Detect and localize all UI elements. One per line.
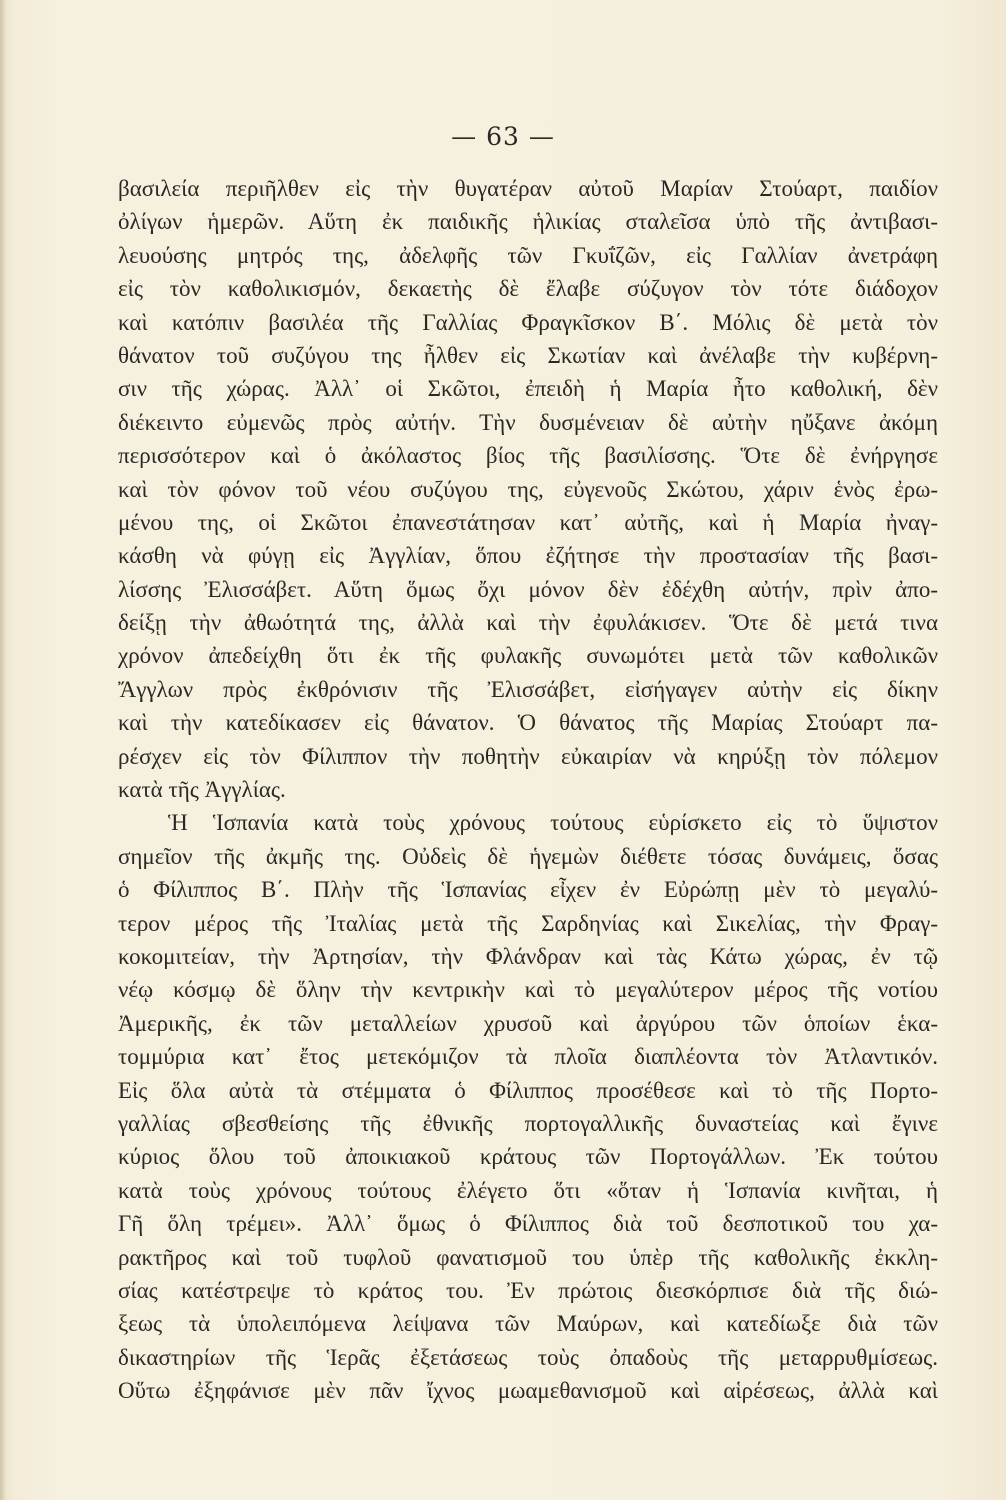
text-line: κοκομιτείαν, τὴν Ἀρτησίαν, τὴν Φλάνδραν καὶ τὰς Κάτω χώρας, ἐν τῷ [118, 943, 938, 969]
text-line: χρόνον ἀπεδείχθη ὅτι ἐκ τῆς φυλακῆς συνωμότει μετὰ τῶν καθολικῶν [118, 643, 938, 669]
text-line: καὶ τὸν φόνον τοῦ νέου συζύγου της, εὐγενοῦς Σκώτου, χάριν ἑνὸς ἐρω- [118, 476, 938, 502]
text-line: διέκειντο εὐμενῶς πρὸς αὐτήν. Τὴν δυσμένειαν δὲ αὐτὴν ηὔξανε ἀκόμη [118, 409, 938, 435]
text-line: βασιλεία περιῆλθεν εἰς τὴν θυγατέραν αὐτοῦ Μαρίαν Στούαρτ, παιδίον [118, 176, 938, 201]
text-line: Ἄγγλων πρὸς ἐκθρόνισιν τῆς Ἐλισσάβετ, εἰσήγαγεν αὐτὴν εἰς δίκην [118, 676, 938, 702]
page-number: — 63 — [451, 122, 555, 151]
text-line: κατὰ τῆς Ἀγγλίας. [118, 777, 286, 803]
text-line: ὁ Φίλιππος Β΄. Πλὴν τῆς Ἱσπανίας εἶχεν ἐν Εὐρώπῃ μὲν τὸ μεγαλύ- [118, 877, 938, 903]
text-line: κάσθη νὰ φύγῃ εἰς Ἀγγλίαν, ὅπου ἐζήτησε τὴν προστασίαν τῆς βασι- [118, 543, 938, 569]
text-line: σημεῖον τῆς ἀκμῆς της. Οὐδεὶς δὲ ἡγεμὼν διέθετε τόσας δυνάμεις, ὅσας [118, 843, 938, 869]
text-line: δικαστηρίων τῆς Ἱερᾶς ἐξετάσεως τοὺς ὀπαδοὺς τῆς μεταρρυθμίσεως. [118, 1344, 938, 1370]
text-line: κύριος ὅλου τοῦ ἀποικιακοῦ κράτους τῶν Πορτογάλλων. Ἐκ τούτου [118, 1144, 938, 1170]
text-line: καὶ κατόπιν βασιλέα τῆς Γαλλίας Φραγκῖσκον Β΄. Μόλις δὲ μετὰ τὸν [118, 309, 938, 335]
text-line: σιν τῆς χώρας. Ἀλλ᾿ οἱ Σκῶτοι, ἐπειδὴ ἡ Μαρία ἦτο καθολική, δὲν [118, 376, 938, 402]
text-line: κατὰ τοὺς χρόνους τούτους ἐλέγετο ὅτι «ὅταν ἡ Ἱσπανία κινῆται, ἡ [118, 1177, 938, 1203]
binding-edge [0, 0, 6, 1500]
text-line: ρακτῆρος καὶ τοῦ τυφλοῦ φανατισμοῦ του ὑπὲρ τῆς καθολικῆς ἐκκλη- [118, 1244, 938, 1270]
text-line: μένου της, οἱ Σκῶτοι ἐπανεστάτησαν κατ᾿ αὐτῆς, καὶ ἡ Μαρία ἠναγ- [118, 509, 938, 535]
text-line: περισσότερον καὶ ὁ ἀκόλαστος βίος τῆς βασιλίσσης. Ὅτε δὲ ἐνήργησε [118, 443, 938, 469]
text-line: νέῳ κόσμῳ δὲ ὅλην τὴν κεντρικὴν καὶ τὸ μεγαλύτερον μέρος τῆς νοτίου [118, 977, 938, 1003]
text-line: ὀλίγων ἡμερῶν. Αὕτη ἐκ παιδικῆς ἡλικίας σταλεῖσα ὑπὸ τῆς ἀντιβασι- [118, 209, 938, 235]
text-line: εἰς τὸν καθολικισμόν, δεκαετὴς δὲ ἔλαβε σύζυγον τὸν τότε διάδοχον [118, 276, 938, 302]
text-line: Ἡ Ἱσπανία κατὰ τοὺς χρόνους τούτους εὑρίσκετο εἰς τὸ ὕψιστον [168, 810, 938, 836]
text-line: καὶ τὴν κατεδίκασεν εἰς θάνατον. Ὁ θάνατος τῆς Μαρίας Στούαρτ πα- [118, 710, 938, 736]
text-line: ρέσχεν εἰς τὸν Φίλιππον τὴν ποθητὴν εὐκαιρίαν νὰ κηρύξῃ τὸν πόλεμον [118, 743, 938, 769]
body-text [118, 172, 938, 1407]
text-line: δείξῃ τὴν ἀθωότητά της, ἀλλὰ καὶ τὴν ἐφυλάκισεν. Ὅτε δὲ μετά τινα [118, 610, 938, 636]
text-line: θάνατον τοῦ συζύγου της ἦλθεν εἰς Σκωτίαν καὶ ἀνέλαβε τὴν κυβέρνη- [118, 342, 938, 368]
text-line: Εἰς ὅλα αὐτὰ τὰ στέμματα ὁ Φίλιππος προσέθεσε καὶ τὸ τῆς Πορτο- [118, 1077, 938, 1103]
text-line: τομμύρια κατ᾿ ἔτος μετεκόμιζον τὰ πλοῖα διαπλέοντα τὸν Ἀτλαντικόν. [118, 1044, 938, 1070]
text-line: Ἀμερικῆς, ἐκ τῶν μεταλλείων χρυσοῦ καὶ ἀργύρου τῶν ὁποίων ἑκα- [118, 1010, 938, 1036]
text-line: Γῆ ὅλη τρέμει». Ἀλλ᾿ ὅμως ὁ Φίλιππος διὰ τοῦ δεσποτικοῦ του χα- [118, 1211, 938, 1237]
text-line: τερον μέρος τῆς Ἰταλίας μετὰ τῆς Σαρδηνίας καὶ Σικελίας, τὴν Φραγ- [118, 910, 938, 936]
text-line: λίσσης Ἐλισσάβετ. Αὕτη ὅμως ὄχι μόνον δὲν ἐδέχθη αὐτήν, πρὶν ἀπο- [118, 576, 938, 602]
text-line: λευούσης μητρός της, ἀδελφῆς τῶν Γκυΐζῶν, εἰς Γαλλίαν ἀνετράφη [118, 242, 938, 268]
text-line: Οὕτω ἐξηφάνισε μὲν πᾶν ἴχνος μωαμεθανισμοῦ καὶ αἱρέσεως, ἀλλὰ καὶ [118, 1378, 938, 1404]
text-line: ξεως τὰ ὑπολειπόμενα λείψανα τῶν Μαύρων, καὶ κατεδίωξε διὰ τῶν [118, 1311, 938, 1337]
text-line: σίας κατέστρεψε τὸ κράτος του. Ἐν πρώτοις διεσκόρπισε διὰ τῆς διώ- [118, 1277, 938, 1303]
text-line: γαλλίας σβεσθείσης τῆς ἐθνικῆς πορτογαλλικῆς δυναστείας καὶ ἔγινε [118, 1110, 938, 1136]
